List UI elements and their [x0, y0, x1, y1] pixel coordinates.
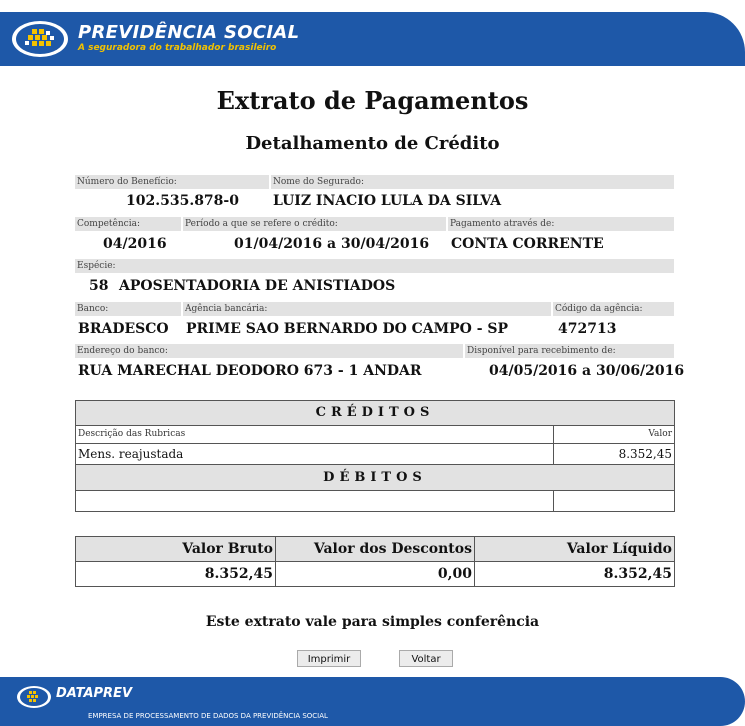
totals-table	[75, 536, 675, 587]
footer-banner	[0, 677, 745, 726]
dataprev-subtitle: EMPRESA DE PROCESSAMENTO DE DADOS DA PREVIDÊNCIA SOCIAL	[88, 712, 328, 720]
label-agencia: Agência bancária:	[183, 302, 551, 316]
label-periodo: Período a que se refere o crédito:	[183, 217, 446, 231]
value-especie: APOSENTADORIA DE ANISTIADOS	[119, 278, 396, 294]
header-banner	[0, 12, 745, 66]
page-subtitle: Detalhamento de Crédito	[245, 133, 500, 154]
value-periodo: 01/04/2016 a 30/04/2016	[234, 236, 430, 252]
credits-debits-table	[75, 400, 675, 512]
label-competencia: Competência:	[75, 217, 181, 231]
col-descricao: Descrição das Rubricas	[76, 426, 554, 443]
conferencia-note: Este extrato vale para simples conferência	[205, 614, 540, 630]
page-title: Extrato de Pagamentos	[216, 86, 529, 115]
label-nome-segurado: Nome do Segurado:	[271, 175, 674, 189]
debitos-empty-row	[76, 491, 674, 511]
label-endereco: Endereço do banco:	[75, 344, 463, 358]
creditos-column-headers	[76, 426, 674, 444]
totals-values	[76, 561, 674, 586]
label-especie: Espécie:	[75, 259, 674, 273]
imprimir-button[interactable]: Imprimir	[297, 650, 361, 667]
valor-bruto: 8.352,45	[76, 562, 276, 586]
valor-descontos-label: Valor dos Descontos	[276, 537, 475, 561]
value-especie-code: 58	[89, 278, 109, 294]
valor-liquido: 8.352,45	[603, 566, 672, 582]
value-nome-segurado: LUIZ INACIO LULA DA SILVA	[273, 193, 502, 209]
value-agencia: PRIME SAO BERNARDO DO CAMPO - SP	[186, 321, 509, 337]
creditos-header: CRÉDITOS	[76, 401, 674, 426]
voltar-button[interactable]: Voltar	[399, 650, 453, 667]
label-disponivel: Disponível para recebimento de:	[465, 344, 674, 358]
rubrica-valor: 8.352,45	[618, 447, 672, 461]
brand-title: PREVIDÊNCIA SOCIAL	[78, 22, 300, 43]
label-pagamento: Pagamento através de:	[448, 217, 674, 231]
value-numero-beneficio: 102.535.878-0	[126, 193, 239, 209]
debito-valor	[554, 491, 674, 511]
dataprev-logo-icon	[16, 685, 52, 709]
dataprev-brand: DATAPREV	[56, 686, 133, 701]
label-numero-beneficio: Número do Benefício:	[75, 175, 269, 189]
brand-subtitle: A seguradora do trabalhador brasileiro	[78, 43, 277, 53]
previdencia-logo-icon	[10, 19, 70, 59]
debito-desc	[76, 491, 554, 512]
value-pagamento: CONTA CORRENTE	[451, 236, 604, 252]
value-endereco: RUA MARECHAL DEODORO 673 - 1 ANDAR	[78, 363, 422, 379]
rubrica-desc: Mens. reajustada	[76, 444, 554, 464]
valor-descontos: 0,00	[276, 562, 475, 586]
totals-header	[76, 537, 674, 561]
label-codigo-agencia: Código da agência:	[553, 302, 674, 316]
col-valor: Valor	[648, 429, 672, 439]
value-disponivel: 04/05/2016 a 30/06/2016	[489, 363, 685, 379]
label-banco: Banco:	[75, 302, 181, 316]
valor-bruto-label: Valor Bruto	[76, 537, 276, 561]
value-competencia: 04/2016	[103, 236, 167, 252]
value-codigo-agencia: 472713	[558, 321, 617, 337]
valor-liquido-label: Valor Líquido	[566, 541, 672, 557]
table-row	[76, 444, 674, 465]
value-banco: BRADESCO	[78, 321, 169, 337]
debitos-header: DÉBITOS	[76, 465, 674, 491]
